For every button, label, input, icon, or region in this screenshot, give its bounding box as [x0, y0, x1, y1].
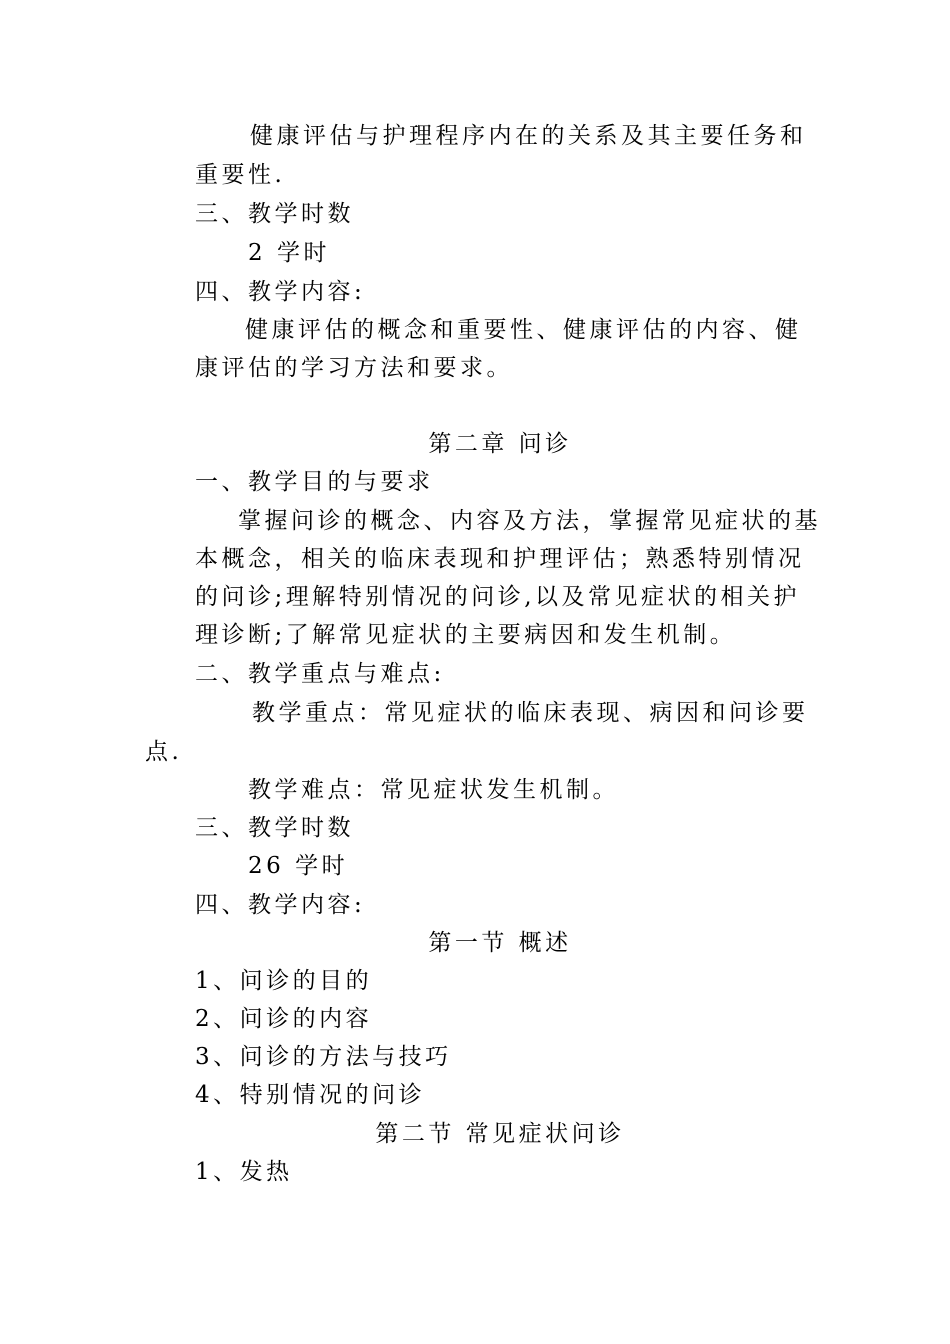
list-item: 1、问诊的目的	[195, 968, 373, 994]
list-item: 4、特别情况的问诊	[195, 1082, 426, 1108]
section-heading: 一、教学目的与要求	[195, 469, 434, 495]
list-item: 3、问诊的方法与技巧	[195, 1044, 452, 1070]
section-title: 第一节 概述	[428, 930, 572, 956]
paragraph-line: 健康评估与护理程序内在的关系及其主要任务和	[250, 123, 807, 149]
section-heading: 三、教学时数	[195, 201, 354, 227]
paragraph-line: 本概念，相关的临床表现和护理评估；熟悉特别情况	[195, 546, 805, 572]
paragraph-line: 康评估的学习方法和要求。	[195, 355, 513, 381]
paragraph-line: 教学难点：常见症状发生机制。	[248, 777, 619, 803]
paragraph-line: 掌握问诊的概念、内容及方法，掌握常见症状的基	[238, 508, 821, 534]
section-title: 第二节 常见症状问诊	[375, 1121, 625, 1147]
paragraph-line: 健康评估的概念和重要性、健康评估的内容、健	[245, 317, 802, 343]
section-heading: 四、教学内容:	[195, 892, 366, 918]
paragraph-line: 教学重点：常见症状的临床表现、病因和问诊要	[252, 700, 809, 726]
paragraph-line: 26 学时	[248, 853, 349, 879]
list-item: 1、发热	[195, 1159, 293, 1185]
paragraph-line: 的问诊;理解特别情况的问诊,以及常见症状的相关护	[195, 584, 801, 610]
section-heading: 四、教学内容:	[195, 279, 366, 305]
paragraph-line: 点.	[145, 739, 183, 765]
paragraph-line: 理诊断;了解常见症状的主要病因和发生机制。	[195, 622, 737, 648]
chapter-title: 第二章 问诊	[428, 431, 572, 457]
paragraph-line: 2 学时	[248, 240, 330, 266]
section-heading: 二、教学重点与难点:	[195, 661, 445, 687]
list-item: 2、问诊的内容	[195, 1006, 373, 1032]
paragraph-line: 重要性.	[195, 162, 286, 188]
section-heading: 三、教学时数	[195, 815, 354, 841]
